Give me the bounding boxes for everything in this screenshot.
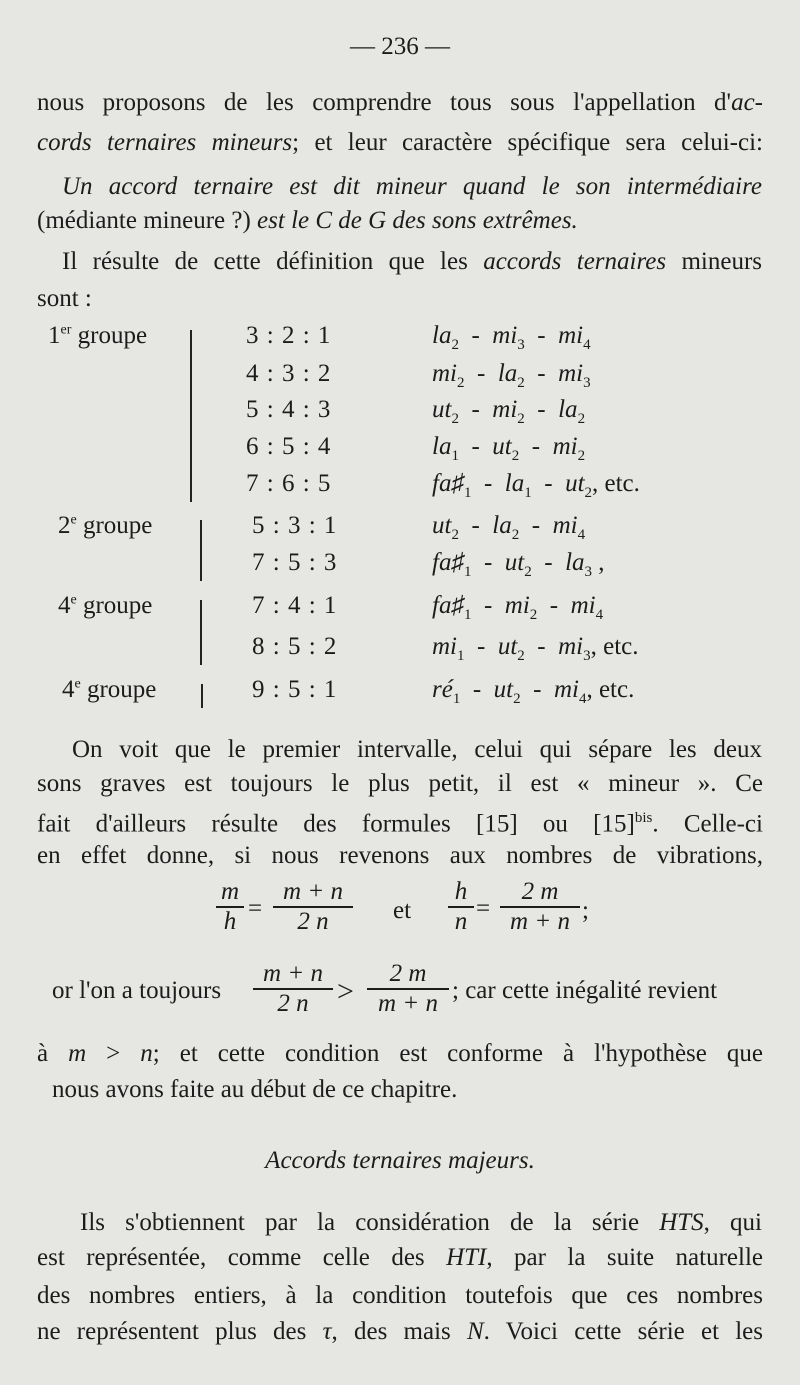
para2-text: Il résulte de cette définition que les (62, 248, 484, 275)
fraction-m-over-h: $\frac{m}{h}$ (216, 878, 244, 936)
note-octave: 3 (517, 337, 525, 353)
note-name: ut (432, 396, 452, 423)
group-bracket-line (201, 684, 203, 708)
note-name: ré (432, 676, 453, 703)
note-octave: 2 (517, 411, 525, 427)
note-name: mi (558, 633, 584, 660)
note-name: mi (552, 433, 578, 460)
note-triad: $ré_1 - ut_2 - mi_4$, etc. (432, 676, 635, 707)
note-name: la (432, 322, 452, 349)
note-triad: $mi_2 - la_2 - mi_3$ (432, 360, 591, 391)
note-octave: 1 (457, 648, 465, 664)
note-octave: 4 (578, 691, 587, 707)
para5-line1: Ils s'obtiennent par la considération de la série HTS, qui (80, 1209, 762, 1236)
para5-line4: ne représentent plus des τ, des mais N. Voici cette série et les (37, 1318, 763, 1345)
para3-line1: On voit que le premier intervalle, celui qui sépare les deux (72, 736, 762, 763)
note-triad: $la_2 - mi_3 - mi_4$ (432, 322, 591, 353)
para2-line1 (62, 245, 762, 279)
note-name: fa♯ (432, 592, 464, 619)
note-octave: 4 (595, 607, 604, 623)
fraction-h-over-n: $\frac{h}{n}$ (448, 878, 474, 936)
row-tail: , (592, 549, 605, 576)
group-bracket-line (190, 330, 192, 502)
note-octave: 4 (583, 337, 591, 353)
conjunction-et: et (393, 897, 412, 924)
note-octave: 3 (583, 375, 591, 391)
fraction-2m-over-mn: $\frac{2 m}{m + n}$ (500, 878, 580, 936)
note-triad: $fa♯_1 - la_1 - ut_2$, etc. (432, 470, 640, 501)
group-label: 4e groupe (58, 592, 153, 619)
page-number: — 236 — (350, 33, 450, 60)
note-octave: 3 (583, 648, 591, 664)
note-octave: 2 (451, 411, 459, 427)
note-name: ut (432, 512, 452, 539)
note-name: mi (504, 592, 530, 619)
fraction-mn-over-2n: $\frac{m + n}{2 n}$ (273, 878, 353, 936)
group-bracket-line (200, 520, 202, 581)
note-triad: $fa♯_1 - mi_2 - mi_4$ (432, 592, 604, 623)
definition-line2 (37, 204, 578, 238)
definition-paren: (médiante mineure ?) (37, 207, 258, 234)
fraction-2m-over-mn: $\frac{2 m}{m + n}$ (367, 960, 449, 1018)
note-octave: 2 (517, 375, 525, 391)
note-triad: $la_1 - ut_2 - mi_2$ (432, 433, 586, 464)
note-octave: 1 (463, 564, 472, 580)
para3-line4: en effet donne, si nous revenons aux nombres de vibrations, (37, 842, 763, 869)
para3-text-end: . Celle-ci (652, 810, 763, 838)
note-octave: 1 (463, 485, 472, 501)
para3-line2: sons graves est toujours le plus petit, il est « mineur ». Ce (37, 770, 763, 797)
row-tail: , etc. (586, 676, 635, 703)
note-triad: $ut_2 - mi_2 - la_2$ (432, 396, 586, 427)
semicolon: ; (582, 897, 589, 924)
para2-text-end: mineurs (666, 248, 762, 275)
note-octave: 2 (513, 691, 521, 707)
note-octave: 2 (451, 337, 459, 353)
note-name: ut (493, 676, 514, 703)
note-triad: $fa♯_1 - ut_2 - la_3$ , (432, 549, 605, 580)
group-bracket-line (200, 600, 202, 665)
row-tail: , etc. (590, 633, 639, 660)
note-octave: 2 (511, 448, 520, 464)
para3-line3 (37, 801, 763, 841)
para1-italic: ac- (731, 89, 763, 116)
formula2-post: ; car cette inégalité revient (452, 977, 718, 1004)
note-name: ut (497, 633, 518, 660)
para5-line3: des nombres entiers, à la condition toutefois que ces nombres (37, 1282, 763, 1309)
group-label: 2e groupe (58, 512, 153, 539)
note-octave: 1 (452, 691, 461, 707)
formula2-pre: or l'on a toujours (52, 977, 222, 1004)
note-octave: 2 (529, 607, 538, 623)
note-octave: 2 (524, 564, 532, 580)
para1-text: ; et leur caractère spécifique sera celui-ci: (292, 129, 763, 156)
note-name: mi (570, 592, 596, 619)
para3-sup: bis (634, 810, 653, 826)
note-name: la (504, 470, 525, 497)
para1-italic-term: cords ternaires mineurs (37, 129, 293, 156)
equals-sign: = (476, 895, 491, 922)
greater-than: > (337, 975, 354, 1008)
note-octave: 1 (463, 607, 472, 623)
ratio-cell: 5 : 3 : 1 (252, 512, 338, 539)
para2-line2: sont : (37, 285, 92, 312)
note-name: la (497, 360, 518, 387)
para2-italic: accords ternaires (483, 248, 667, 275)
note-octave: 2 (584, 485, 593, 501)
note-octave: 3 (584, 564, 593, 580)
group-label: 4e groupe (62, 676, 157, 703)
note-name: la (432, 433, 452, 460)
ratio-cell: 7 : 4 : 1 (252, 592, 338, 619)
note-name: ut (565, 470, 585, 497)
note-name: la (565, 549, 585, 576)
ratio-cell: 8 : 5 : 2 (252, 633, 338, 660)
note-octave: 1 (524, 485, 532, 501)
section-title: Accords ternaires majeurs. (265, 1147, 535, 1174)
para5-line2: est représentée, comme celle des HTI, par la suite naturelle (37, 1244, 763, 1271)
note-name: fa♯ (432, 470, 464, 497)
para1-line2 (37, 126, 763, 160)
fraction-mn-over-2n: $\frac{m + n}{2 n}$ (253, 960, 333, 1018)
note-octave: 1 (451, 448, 459, 464)
ratio-cell: 7 : 6 : 5 (246, 470, 332, 497)
para3-text: fait d'ailleurs résulte des formules [15] ou [15] (37, 810, 635, 838)
note-octave: 2 (457, 375, 465, 391)
note-triad: $ut_2 - la_2 - mi_4$ (432, 512, 586, 543)
equals-sign: = (248, 895, 263, 922)
para4-line2: nous avons faite au début de ce chapitre. (52, 1076, 458, 1103)
note-name: mi (558, 360, 584, 387)
para1-text: nous proposons de les comprendre tous sous l'appellation d' (37, 89, 732, 116)
note-name: mi (558, 322, 584, 349)
ratio-cell: 5 : 4 : 3 (246, 396, 332, 423)
note-name: mi (553, 676, 579, 703)
ratio-cell: 6 : 5 : 4 (246, 433, 332, 460)
row-tail: , etc. (592, 470, 640, 497)
note-name: mi (492, 396, 518, 423)
group-label: 1er groupe (48, 322, 148, 349)
note-octave: 4 (577, 527, 586, 543)
note-octave: 2 (577, 448, 586, 464)
para1-line1 (37, 86, 763, 120)
note-name: la (558, 396, 578, 423)
ratio-cell: 9 : 5 : 1 (252, 676, 338, 703)
note-name: la (492, 512, 512, 539)
note-octave: 2 (511, 527, 520, 543)
note-triad: $mi_1 - ut_2 - mi_3$, etc. (432, 633, 639, 664)
ratio-cell: 7 : 5 : 3 (252, 549, 338, 576)
ratio-cell: 3 : 2 : 1 (246, 322, 332, 349)
note-name: fa♯ (432, 549, 464, 576)
note-name: ut (492, 433, 512, 460)
note-octave: 2 (577, 411, 586, 427)
definition-line1: Un accord ternaire est dit mineur quand le son intermédiaire (62, 173, 762, 200)
note-name: ut (504, 549, 525, 576)
para4-line1: à m > n; et cette condition est conforme à l'hypothèse que (37, 1040, 763, 1067)
note-octave: 2 (451, 527, 459, 543)
definition-italic: est le C de G des sons extrêmes. (257, 207, 578, 234)
note-name: mi (492, 322, 518, 349)
ratio-cell: 4 : 3 : 2 (246, 360, 332, 387)
note-octave: 2 (517, 648, 525, 664)
note-name: mi (552, 512, 578, 539)
note-name: mi (432, 360, 457, 387)
note-name: mi (432, 633, 457, 660)
